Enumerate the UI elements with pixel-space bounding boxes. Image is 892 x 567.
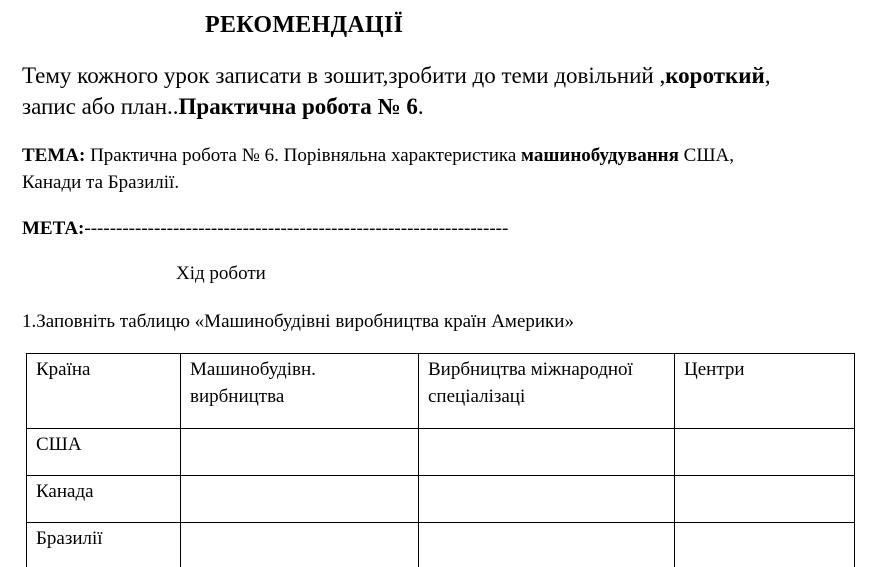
table-row	[27, 429, 855, 476]
recommendation-line-2	[22, 92, 424, 122]
goal-dashes: -------------------------------------------------------------------	[84, 218, 509, 239]
cell-country: Бразилії	[27, 523, 181, 567]
topic-label: ТЕМА:	[22, 145, 86, 166]
progress-heading: Хід роботи	[176, 263, 266, 284]
machine-building-table	[26, 353, 855, 567]
topic-text-after: США,	[678, 145, 734, 166]
cell-centers[interactable]	[675, 476, 855, 523]
topic-line-1	[22, 143, 734, 169]
header-centers: Центри	[675, 354, 855, 429]
header-country: Країна	[27, 354, 181, 429]
recommendation-text-2: запис або план..	[22, 94, 179, 119]
recommendation-text: Тему кожного урок записати в зошит,зробити до теми довільний ,	[22, 63, 666, 88]
cell-centers[interactable]	[675, 523, 855, 567]
header-international-specialization: Вирбництва міжнародної спеціалізаці	[419, 354, 675, 429]
practical-work-title: Практична робота № 6	[178, 94, 418, 119]
goal-line	[22, 216, 508, 242]
recommendation-bold-word: короткий	[665, 63, 765, 88]
page-heading: РЕКОМЕНДАЦІЇ	[205, 12, 404, 38]
header-machine-building: Машинобудівн. вирбництва	[181, 354, 419, 429]
recommendation-line-1	[22, 61, 770, 91]
cell-country: Канада	[27, 476, 181, 523]
table-row	[27, 476, 855, 523]
cell-centers[interactable]	[675, 429, 855, 476]
recommendation-punct-2: .	[417, 94, 424, 119]
cell-country: США	[27, 429, 181, 476]
cell-international-specialization[interactable]	[419, 523, 675, 567]
task-1-text: 1.Заповніть таблицю «Машинобудівні виробництва країн Америки»	[22, 311, 574, 332]
recommendation-punct: ,	[764, 63, 771, 88]
table-row	[27, 523, 855, 567]
cell-international-specialization[interactable]	[419, 429, 675, 476]
cell-machine-building[interactable]	[181, 429, 419, 476]
cell-international-specialization[interactable]	[419, 476, 675, 523]
topic-bold-word: машинобудування	[521, 145, 679, 166]
topic-line-2: Канади та Бразилії.	[22, 172, 180, 193]
topic-text: Практична робота № 6. Порівняльна характеристика	[85, 145, 522, 166]
goal-label: МЕТА:	[22, 218, 85, 239]
cell-machine-building[interactable]	[181, 476, 419, 523]
cell-machine-building[interactable]	[181, 523, 419, 567]
table-header-row	[27, 354, 855, 429]
